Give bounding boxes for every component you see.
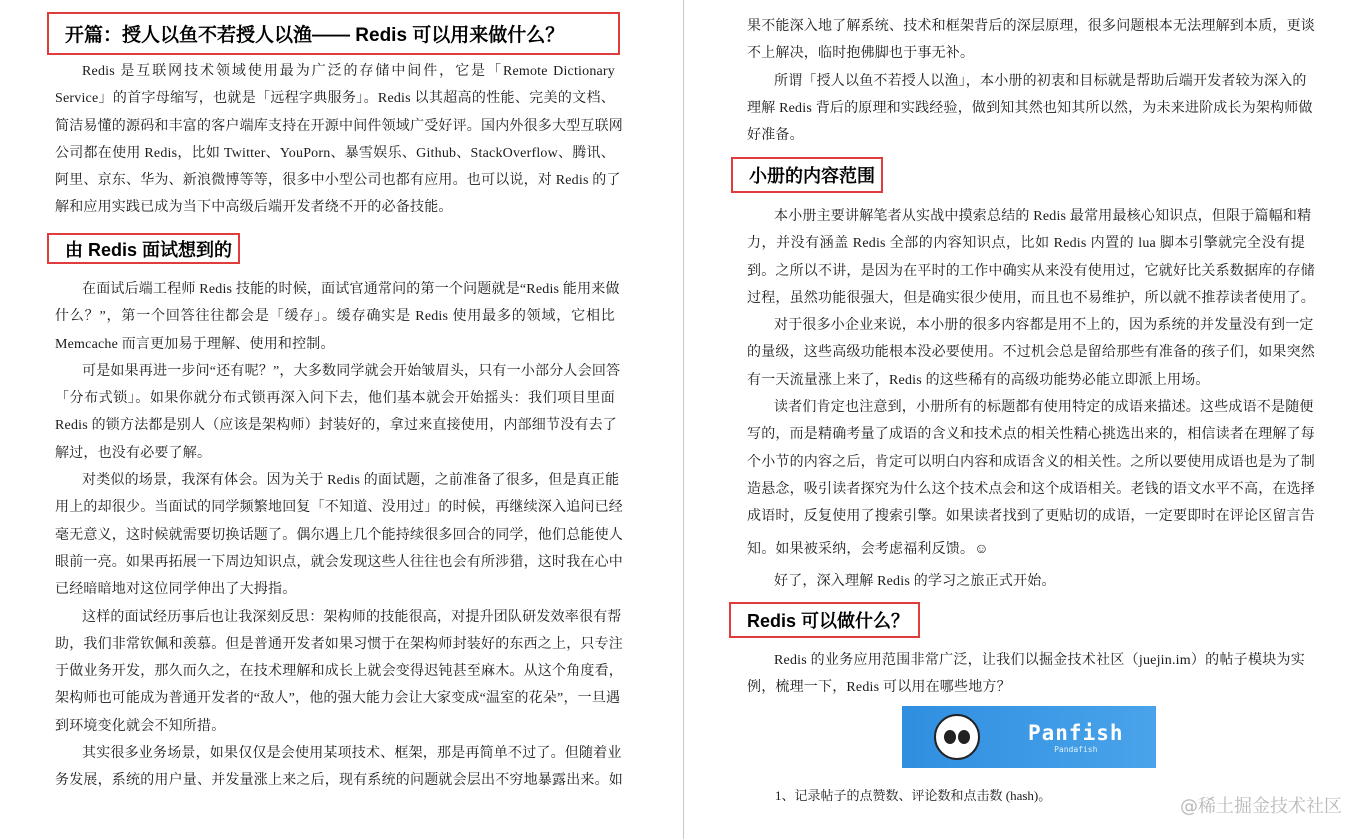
paragraph (55, 604, 623, 740)
text-line: 好了，深入理解 Redis 的学习之旅正式开始。 (774, 573, 1056, 589)
text-line: 写的，而是精确考量了成语的含义和技术点的相关性精心挑选出来的，相信读者在理解了每 (747, 427, 1315, 443)
text-line: 理解 Redis 背后的原理和实践经验，做到知其然也知其所以然，为未来进阶成长为架构师做 (747, 100, 1313, 116)
text-line: 个小节的内容之后，肯定可以明白内容和成语含义的相关性。之所以要使用成语也是为了制 (747, 454, 1315, 470)
banner-subtitle: Pandafish (1054, 744, 1098, 754)
text-line: 毫无意义，这时候就需要切换话题了。偶尔遇上几个能持续很多回合的同学，他们总能使人 (55, 527, 623, 543)
paragraph (55, 740, 623, 795)
text-line: 所谓「授人以鱼不若授人以渔」，本小册的初衷和目标就是帮助后端开发者较为深入的 (774, 73, 1307, 89)
text-line: 例，梳理一下，Redis 可以用在哪些地方？ (747, 680, 1011, 696)
text-line: 过程，虽然功能很强大，但是确实很少使用，而且也不易维护，所以就不推荐读者使用了。 (747, 290, 1315, 306)
text-line: 已经暗暗地对这位同学伸出了大拇指。 (55, 582, 297, 598)
text-line: 阿里、京东、华为、新浪微博等等，很多中小型公司也都有应用。也可以说，对 Redis 的了 (55, 173, 621, 189)
text-line: 知。如果被采纳，会考虑福利反馈。☺ (747, 541, 989, 557)
text-line: 可是如果再进一步问“还有呢？”，大多数同学就会开始皱眉头，只有一小部分人会回答 (82, 363, 621, 379)
document-page-left (0, 0, 683, 839)
list-item: 1、记录帖子的点赞数、评论数和点击数 (hash)。 (775, 788, 1052, 803)
banner-title: Panfish (1028, 720, 1124, 745)
paragraph-group (55, 58, 623, 222)
text-line: 读者们肯定也注意到，小册所有的标题都有使用特定的成语来描述。这些成语不是随便 (774, 400, 1314, 416)
paragraph (747, 568, 1305, 595)
section-heading: 小册的内容范围 (731, 157, 883, 193)
text-line: 本小册主要讲解笔者从实战中摸索总结的 Redis 最常用最核心知识点，但限于篇幅和精 (774, 209, 1312, 224)
panfish-banner-image (902, 706, 1156, 768)
paragraph (55, 276, 620, 358)
paragraph (747, 68, 1313, 150)
paragraph (747, 394, 1315, 563)
paragraph-group (747, 203, 1315, 595)
text-line: 助，我们非常钦佩和羡慕。但是普通开发者如果习惯于在架构师封装好的东西之上，只专注 (55, 636, 623, 652)
text-line: Memcache 而言更加易于理解、使用和控制。 (55, 336, 335, 352)
section-heading: 开篇：授人以鱼不若授人以渔—— Redis 可以用来做什么？ (47, 12, 620, 55)
text-line: 于做业务开发，那久而久之，在技术理解和成长上就会变得迟钝甚至麻木。从这个角度看， (55, 664, 623, 680)
paragraph-group (55, 276, 623, 795)
banner-text (1028, 721, 1124, 754)
text-line: 公司都在使用 Redis，比如 Twitter、YouPorn、暴雪娱乐、Github、StackOverflow、腾讯、 (55, 145, 615, 161)
text-line: Redis 是互联网技术领域使用最为广泛的存储中间件，它是「Remote Dictionary (82, 64, 615, 79)
text-line: 简洁易懂的源码和丰富的客户端库支持在开源中间件领域广受好评。国内外很多大型互联网 (55, 118, 623, 134)
text-line: Redis 的锁方法都是别人（应该是架构师）封装好的，拿过来直接使用，内部细节没有去了 (55, 418, 617, 434)
text-line: 有一天流量涨上来了，Redis 的这些稀有的高级功能势必能立即派上用场。 (747, 372, 1210, 388)
paragraph-group (747, 647, 1305, 702)
text-line: 务发展，系统的用户量、并发量涨上来之后，现有系统的问题就会层出不穷地暴露出来。如 (55, 773, 623, 789)
paragraph-group (747, 13, 1315, 149)
text-line: 的量级，这些高级功能根本没必要使用。不过机会总是留给那些有准备的孩子们，如果突然 (747, 345, 1315, 361)
text-line: 这样的面试经历事后也让我深刻反思：架构师的技能很高，对提升团队研发效率很有帮 (82, 609, 622, 625)
text-line: 到环境变化就会不知所措。 (55, 718, 226, 734)
paragraph (55, 467, 623, 603)
page-divider (683, 0, 684, 839)
paragraph (747, 13, 1315, 68)
watermark: @稀土掘金技术社区 (1180, 796, 1342, 817)
paragraph (55, 358, 621, 467)
text-line: 架构师也可能成为普通开发者的“敌人”，他的强大能力会让大家变成“温室的花朵”，一旦遇 (55, 691, 621, 707)
paragraph (55, 58, 623, 222)
section-heading: 由 Redis 面试想到的 (47, 233, 240, 264)
text-line: 不上解决，临时抱佛脚也于事无补。 (747, 46, 975, 62)
text-line: 成语时，反复使用了搜索引擎。如果读者找到了更贴切的成语，一定要即时在评论区留言告 (747, 509, 1315, 525)
text-line: 好准备。 (747, 128, 804, 144)
text-line: 在面试后端工程师 Redis 技能的时候，面试官通常问的第一个问题就是“Redis 能用来做 (82, 282, 620, 297)
text-line: 用上的却很少。当面试的同学频繁地回复「不知道、没用过」的时候，再继续深入追问已经 (55, 500, 623, 516)
text-line: 眼前一亮。如果再拓展一下周边知识点，就会发现这些人往往也会有所涉猎，这时我在心中 (55, 554, 623, 570)
text-line: 对于很多小企业来说，本小册的很多内容都是用不上的，因为系统的并发量没有到一定 (774, 318, 1314, 334)
text-line: 什么？”，第一个回答往往都会是「缓存」。缓存确实是 Redis 使用最多的领域，它相比 (55, 309, 615, 325)
text-line: 解过，也没有必要了解。 (55, 445, 212, 461)
panda-logo-icon (934, 714, 980, 760)
text-line: 对类似的场景，我深有体会。因为关于 Redis 的面试题，之前准备了很多，但是真正能 (82, 473, 620, 489)
text-line: 解和应用实践已成为当下中高级后端开发者绕不开的必备技能。 (55, 200, 453, 216)
text-line: Service」的首字母缩写，也就是「远程字典服务」。Redis 以其超高的性能、完美的文档、 (55, 91, 615, 107)
text-line: 果不能深入地了解系统、技术和框架背后的深层原理，很多问题根本无法理解到本质，更谈 (747, 19, 1315, 34)
paragraph (747, 312, 1315, 394)
paragraph (747, 647, 1305, 702)
paragraph (747, 203, 1315, 312)
text-line: 其实很多业务场景，如果仅仅是会使用某项技术、框架，那是再简单不过了。但随着业 (82, 746, 622, 762)
text-line: 造悬念，吸引读者探究为什么这个技术点会和这个成语相关。老钱的语文水平不高，在选择 (747, 481, 1315, 497)
section-heading: Redis 可以做什么？ (729, 602, 920, 638)
text-line: 力，并没有涵盖 Redis 全部的内容知识点，比如 Redis 内置的 lua 脚本引擎就完全没有提 (747, 236, 1305, 252)
text-line: 「分布式锁」。如果你就分布式锁再深入问下去，他们基本就会开始摇头：我们项目里面 (55, 391, 615, 407)
text-line: Redis 的业务应用范围非常广泛，让我们以掘金技术社区（juejin.im）的帖子模块为实 (774, 653, 1305, 668)
document-page-right (685, 0, 1367, 839)
text-line: 到。之所以不讲，是因为在平时的工作中确实从来没有使用过，它就好比关系数据库的存储 (747, 263, 1315, 279)
